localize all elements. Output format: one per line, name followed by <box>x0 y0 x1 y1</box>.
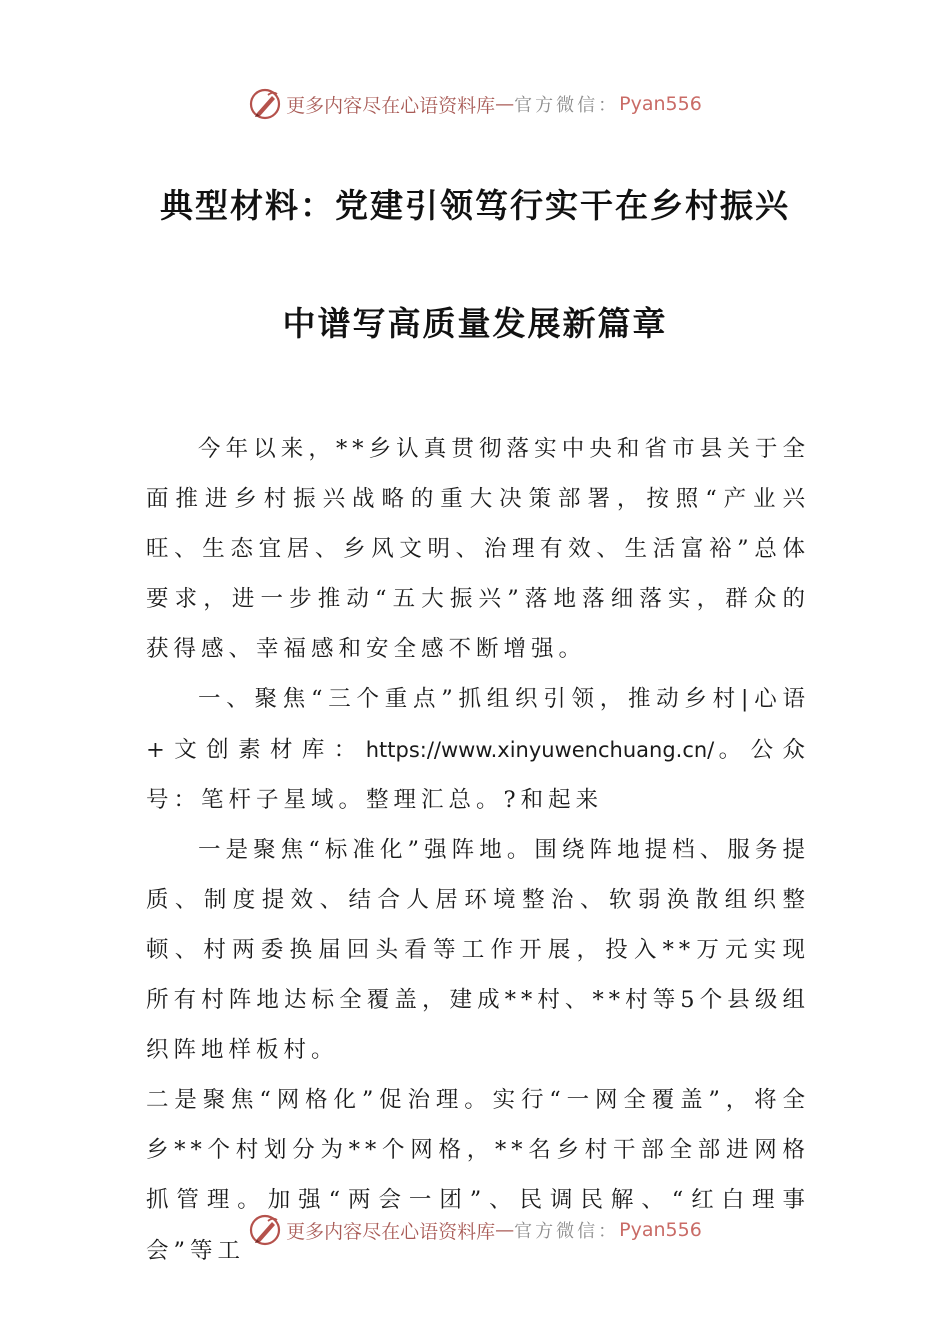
header-banner <box>0 84 950 124</box>
section-1-suffix: 。公众号：笔杆子星域。整理汇总。?和起来 <box>146 736 810 813</box>
footer-banner <box>0 1210 950 1250</box>
banner-dash: — <box>495 1219 515 1241</box>
banner-dash: — <box>495 93 515 115</box>
banner-label: 官方微信： <box>514 1221 620 1242</box>
paragraph-point-2: 二是聚焦“网格化”促治理。实行“一网全覆盖”，将全乡**个村划分为**个网格，**名乡村干部全部进网格抓管理。加强“两会一团”、民调民解、“红白理事会”等工 <box>146 1087 810 1264</box>
document-body <box>146 424 810 1276</box>
paragraph-point-1: 一是聚焦“标准化”强阵地。围绕阵地提档、服务提质、制度提效、结合人居环境整治、软弱涣散组织整顿、村两委换届回头看等工作开展，投入**万元实现所有村阵地达标全覆盖，建成**村、**村等5个县级组织阵地样板村。 <box>146 836 810 1064</box>
paragraph-intro: 今年以来，**乡认真贯彻落实中央和省市县关于全面推进乡村振兴战略的重大决策部署，按照“产业兴旺、生态宜居、乡风文明、治理有效、生活富裕”总体要求，进一步推动“五大振兴”落地落细落实，群众的获得感、幸福感和安全感不断增强。 <box>146 436 810 663</box>
source-url-link[interactable]: https://www.xinyuwenchuang.cn/ <box>365 737 715 762</box>
document-title-line-1: 典型材料：党建引领笃行实干在乡村振兴 <box>160 186 790 225</box>
banner-text: 更多内容尽在心语资料库 <box>286 1220 496 1243</box>
document-title-line-2: 中谱写高质量发展新篇章 <box>282 304 668 343</box>
banner-wechat-id: Pyan556 <box>619 1219 702 1241</box>
pen-logo-icon <box>248 1213 282 1247</box>
section-1-text: 一、聚焦“三个重点”抓组织引领，推动乡村|心语+文创素材库： <box>146 686 810 763</box>
pen-logo-icon <box>248 87 282 121</box>
banner-label: 官方微信： <box>514 95 620 116</box>
paragraph-section-1 <box>146 674 810 824</box>
banner-text: 更多内容尽在心语资料库 <box>286 94 496 117</box>
banner-wechat-id: Pyan556 <box>619 93 702 115</box>
